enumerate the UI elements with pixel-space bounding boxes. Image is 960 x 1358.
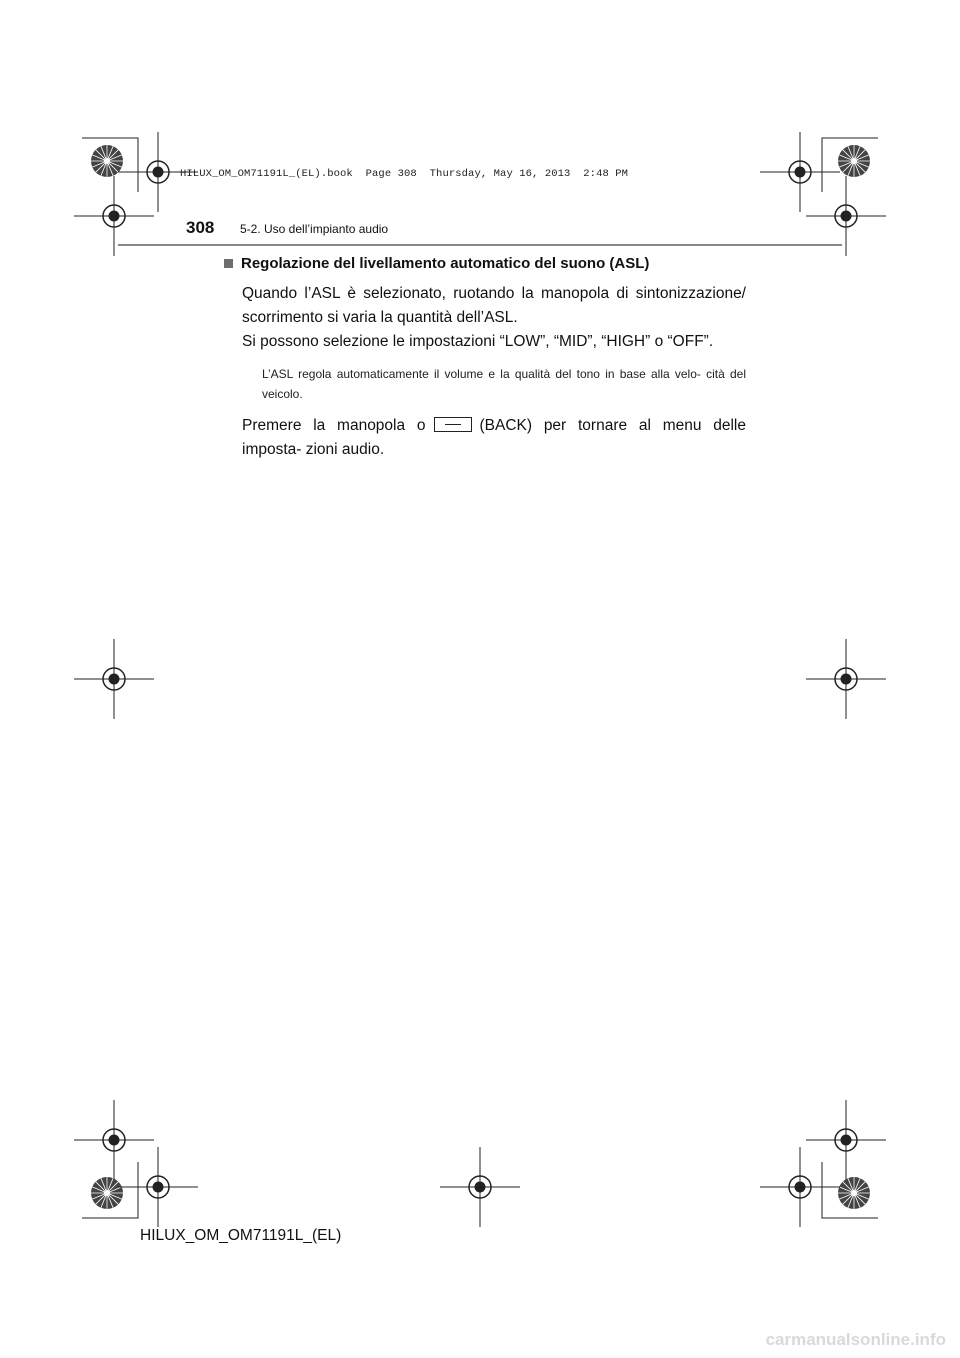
note-text: L’ASL regola automaticamente il volume e la qualità del tono in base alla velo- cità del veicolo. <box>262 367 746 401</box>
content-block <box>224 255 746 462</box>
crosshair-mark-icon <box>760 132 840 212</box>
page-number: 308 <box>186 218 215 237</box>
crosshair-mark-icon <box>74 1100 154 1180</box>
footer-doc-code: HILUX_OM_OM71191L_(EL) <box>140 1227 342 1244</box>
paragraph-part: (BACK) per tornare al menu delle imposta- zioni audio. <box>242 417 746 458</box>
sunburst-mark-icon <box>838 1177 870 1209</box>
body-text <box>242 414 746 462</box>
crosshair-mark-icon <box>760 1147 840 1227</box>
sunburst-mark-icon <box>838 145 870 177</box>
crosshair-mark-icon <box>806 1100 886 1180</box>
heading-text: Regolazione del livellamento automatico del suono (ASL) <box>241 255 650 272</box>
back-button-icon <box>434 417 472 432</box>
subsection-heading <box>224 255 746 272</box>
paragraph: Quando l’ASL è selezionato, ruotando la manopola di sintonizzazione/ scorrimento si varia la quantità dell’ASL. <box>242 285 746 326</box>
paragraph-part: Premere la manopola o <box>242 417 426 434</box>
crosshair-mark-icon <box>440 1147 520 1227</box>
body-text <box>242 282 746 354</box>
crosshair-mark-icon <box>74 639 154 719</box>
header-rule <box>118 244 842 246</box>
square-bullet-icon <box>224 259 233 268</box>
crosshair-mark-icon <box>806 639 886 719</box>
crosshair-mark-icon <box>118 1147 198 1227</box>
print-stamp: HILUX_OM_OM71191L_(EL).book Page 308 Thursday, May 16, 2013 2:48 PM <box>180 168 629 180</box>
paragraph: Si possono selezione le impostazioni “LOW”, “MID”, “HIGH” o “OFF”. <box>242 333 714 350</box>
paragraph <box>242 414 746 462</box>
sunburst-mark-icon <box>91 1177 123 1209</box>
section-title: 5-2. Uso dell’impianto audio <box>240 222 389 236</box>
watermark: carmanualsonline.info <box>765 1330 946 1349</box>
